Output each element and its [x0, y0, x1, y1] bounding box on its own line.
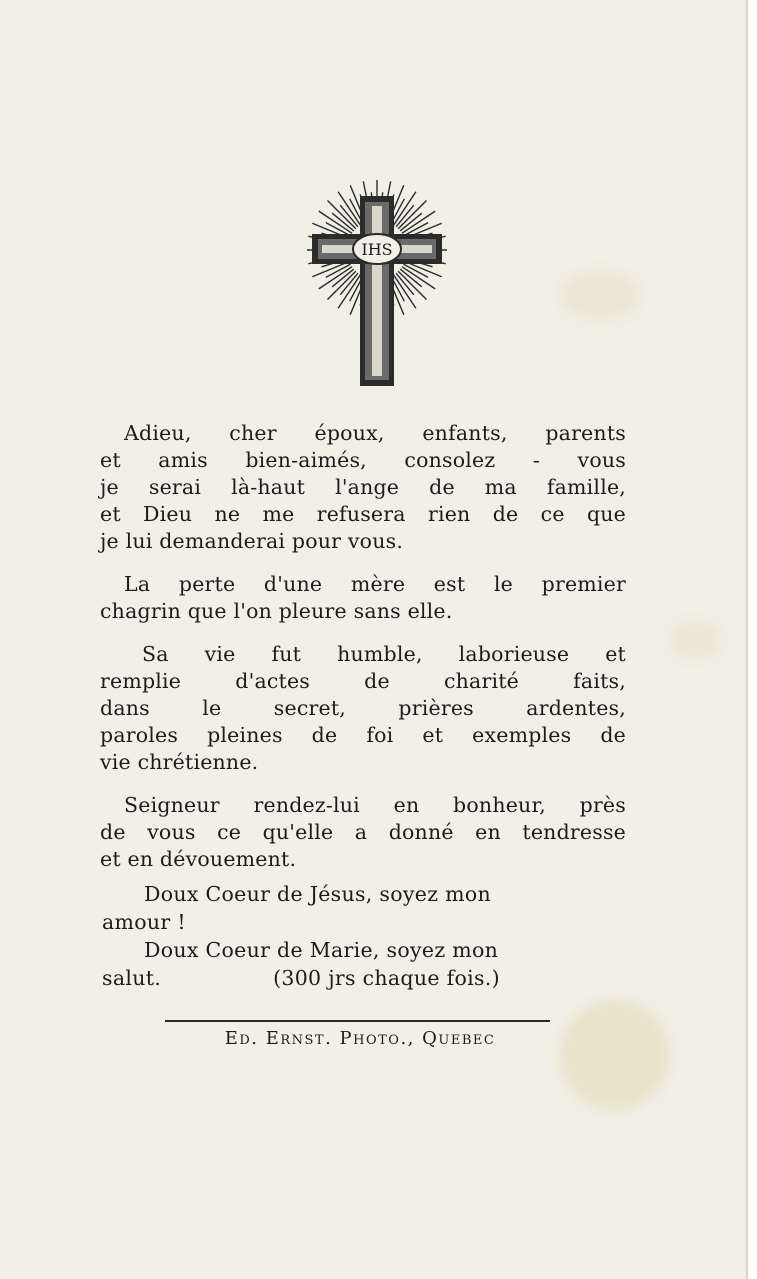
text-line: Adieu, cher époux, enfants, parents: [124, 421, 626, 445]
paragraph-farewell: [100, 420, 626, 555]
ihs-monogram: IHS: [361, 240, 393, 259]
text-line: et amis bien-aimés, consolez - vous: [100, 448, 626, 472]
text-line: de vous ce qu'elle a donné en tendresse: [100, 820, 626, 844]
text-line: Sa vie fut humble, laborieuse et: [142, 642, 626, 666]
glory-ray: [398, 271, 426, 299]
text-line: et Dieu ne me refusera rien de ce que: [100, 502, 626, 526]
prayer-line: [102, 964, 628, 992]
indulgence-note: (300 jrs chaque fois.): [273, 966, 500, 990]
paragraph-lord: [100, 792, 626, 873]
text-line: La perte d'une mère est le premier: [124, 572, 626, 596]
divider-rule: [165, 1020, 550, 1022]
printer-credit: Ed. Ernst. Photo., Quebec: [224, 1028, 496, 1049]
prayer-salut: salut.: [102, 966, 162, 990]
text-line: je serai là-haut l'ange de ma famille,: [100, 475, 626, 499]
text-line: et en dévouement.: [100, 847, 297, 871]
text-line: je lui demanderai pour vous.: [100, 529, 404, 553]
cross-emblem-icon: [302, 178, 452, 388]
glory-ray: [328, 201, 356, 229]
text-line: vie chrétienne.: [100, 750, 259, 774]
glory-ray: [398, 201, 426, 229]
paper-stain: [670, 620, 720, 660]
paragraph-mother: [100, 571, 626, 625]
paragraph-life: [100, 641, 626, 776]
paper-stain: [560, 1000, 670, 1110]
text-line: Seigneur rendez-lui en bonheur, près: [124, 793, 626, 817]
glory-ray: [328, 271, 356, 299]
text-line: paroles pleines de foi et exemples de: [100, 723, 626, 747]
text-line: chagrin que l'on pleure sans elle.: [100, 599, 453, 623]
text-line: remplie d'actes de charité faits,: [100, 669, 626, 693]
paper-stain: [560, 270, 640, 320]
prayer-block: [102, 880, 628, 992]
text-line: dans le secret, prières ardentes,: [100, 696, 626, 720]
prayer-line: Doux Coeur de Marie, soyez mon: [144, 938, 499, 962]
memorial-text: [100, 420, 626, 889]
prayer-line: amour !: [102, 910, 186, 934]
prayer-line: Doux Coeur de Jésus, soyez mon: [144, 882, 492, 906]
